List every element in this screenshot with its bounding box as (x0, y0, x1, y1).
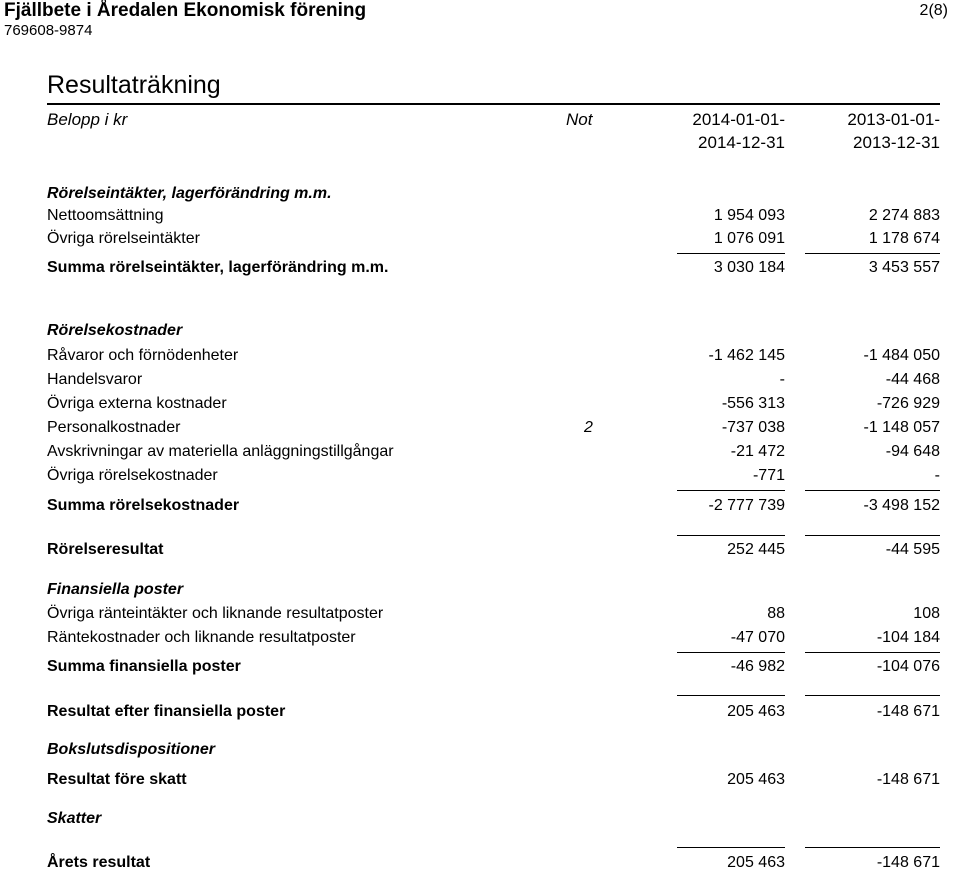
column-header-period1-start: 2014-01-01- (692, 110, 785, 129)
sum-label: Summa finansiella poster (47, 658, 241, 675)
row-value-2013: -1 484 050 (863, 347, 940, 364)
section-heading-finansiella (0, 581, 960, 603)
row-value-2014: 88 (767, 605, 785, 622)
section-heading-skatter (0, 810, 960, 832)
result-value-2013: -148 671 (876, 854, 940, 871)
sum-value-2014: -2 777 739 (708, 497, 785, 514)
table-row (0, 443, 960, 465)
underline (805, 535, 940, 536)
underline (677, 695, 785, 696)
table-row (0, 347, 960, 369)
result-value-2013: -44 595 (885, 541, 940, 558)
result-label: Rörelseresultat (47, 541, 164, 558)
sum-row (0, 658, 960, 680)
section-heading-rorelseintakter (0, 185, 960, 207)
result-value-2013: -148 671 (876, 703, 940, 720)
result-value-2014: 205 463 (727, 703, 785, 720)
underline (677, 652, 785, 653)
row-value-2013: - (934, 467, 940, 484)
sum-value-2013: -3 498 152 (863, 497, 940, 514)
underline (805, 652, 940, 653)
section-heading: Skatter (47, 810, 102, 827)
section-heading-bokslut (0, 741, 960, 763)
underline (805, 847, 940, 848)
row-label: Personalkostnader (47, 419, 181, 436)
sum-row (0, 497, 960, 519)
table-row (0, 605, 960, 627)
row-value-2014: -771 (752, 467, 785, 484)
row-label: Nettoomsättning (47, 207, 164, 224)
column-header-label: Belopp i kr (47, 110, 128, 129)
row-value-2014: - (779, 371, 785, 388)
result-value-2013: -148 671 (876, 771, 940, 788)
table-row (0, 230, 960, 252)
row-label: Övriga ränteintäkter och liknande resultatposter (47, 605, 384, 622)
row-label: Övriga rörelseintäkter (47, 230, 200, 247)
table-row (0, 207, 960, 229)
sum-row (0, 259, 960, 281)
section-heading: Rörelseintäkter, lagerförändring m.m. (47, 185, 332, 202)
underline (677, 535, 785, 536)
row-value-2014: -737 038 (721, 419, 785, 436)
column-header-period2-start: 2013-01-01- (847, 110, 940, 129)
row-value-2014: 1 954 093 (713, 207, 785, 224)
result-label: Resultat efter finansiella poster (47, 703, 286, 720)
underline (805, 695, 940, 696)
row-value-2013: 108 (913, 605, 940, 622)
section-heading-rorelsekostnader (0, 322, 960, 344)
sum-value-2013: 3 453 557 (868, 259, 940, 276)
table-row (0, 371, 960, 393)
page-title: Resultaträkning (47, 71, 221, 99)
row-value-2013: -1 148 057 (863, 419, 940, 436)
row-label: Handelsvaror (47, 371, 143, 388)
row-note: 2 (584, 419, 593, 436)
row-label: Övriga externa kostnader (47, 395, 227, 412)
result-before-tax-row (0, 771, 960, 793)
table-row (0, 419, 960, 441)
column-header-period2-end: 2013-12-31 (853, 133, 940, 152)
section-heading: Bokslutsdispositioner (47, 741, 216, 758)
result-label: Resultat före skatt (47, 771, 187, 788)
row-value-2014: -1 462 145 (708, 347, 785, 364)
row-value-2014: -556 313 (721, 395, 785, 412)
underline (677, 490, 785, 491)
row-value-2014: 1 076 091 (713, 230, 785, 247)
table-row (0, 395, 960, 417)
result-value-2014: 205 463 (727, 854, 785, 871)
row-value-2014: -21 472 (730, 443, 785, 460)
underline (805, 490, 940, 491)
row-value-2013: 2 274 883 (868, 207, 940, 224)
column-header-period1-end: 2014-12-31 (698, 133, 785, 152)
row-label: Avskrivningar av materiella anläggningstillgångar (47, 443, 394, 460)
table-row (0, 467, 960, 489)
sum-label: Summa rörelsekostnader (47, 497, 240, 514)
table-row (0, 629, 960, 651)
row-value-2013: -44 468 (885, 371, 940, 388)
section-heading: Finansiella poster (47, 581, 184, 598)
result-value-2014: 205 463 (727, 771, 785, 788)
column-header-not: Not (566, 110, 593, 129)
page-number: 2(8) (919, 2, 948, 19)
row-value-2013: -94 648 (885, 443, 940, 460)
row-value-2013: -104 184 (876, 629, 940, 646)
company-name: Fjällbete i Åredalen Ekonomisk förening (4, 0, 367, 21)
row-value-2013: 1 178 674 (868, 230, 940, 247)
sum-label: Summa rörelseintäkter, lagerförändring m.m. (47, 259, 389, 276)
org-number: 769608-9874 (4, 22, 93, 39)
sum-value-2014: 3 030 184 (713, 259, 785, 276)
operating-result-row (0, 541, 960, 563)
row-value-2014: -47 070 (730, 629, 785, 646)
row-label: Räntekostnader och liknande resultatposter (47, 629, 356, 646)
result-value-2014: 252 445 (727, 541, 785, 558)
title-rule (47, 103, 940, 105)
net-result-row (0, 854, 960, 876)
underline (677, 253, 785, 254)
sum-value-2013: -104 076 (876, 658, 940, 675)
sum-value-2014: -46 982 (730, 658, 785, 675)
underline (805, 253, 940, 254)
row-label: Råvaror och förnödenheter (47, 347, 239, 364)
underline (677, 847, 785, 848)
section-heading: Rörelsekostnader (47, 322, 183, 339)
result-label: Årets resultat (47, 854, 151, 871)
row-value-2013: -726 929 (876, 395, 940, 412)
row-label: Övriga rörelsekostnader (47, 467, 218, 484)
result-after-financial-row (0, 703, 960, 725)
